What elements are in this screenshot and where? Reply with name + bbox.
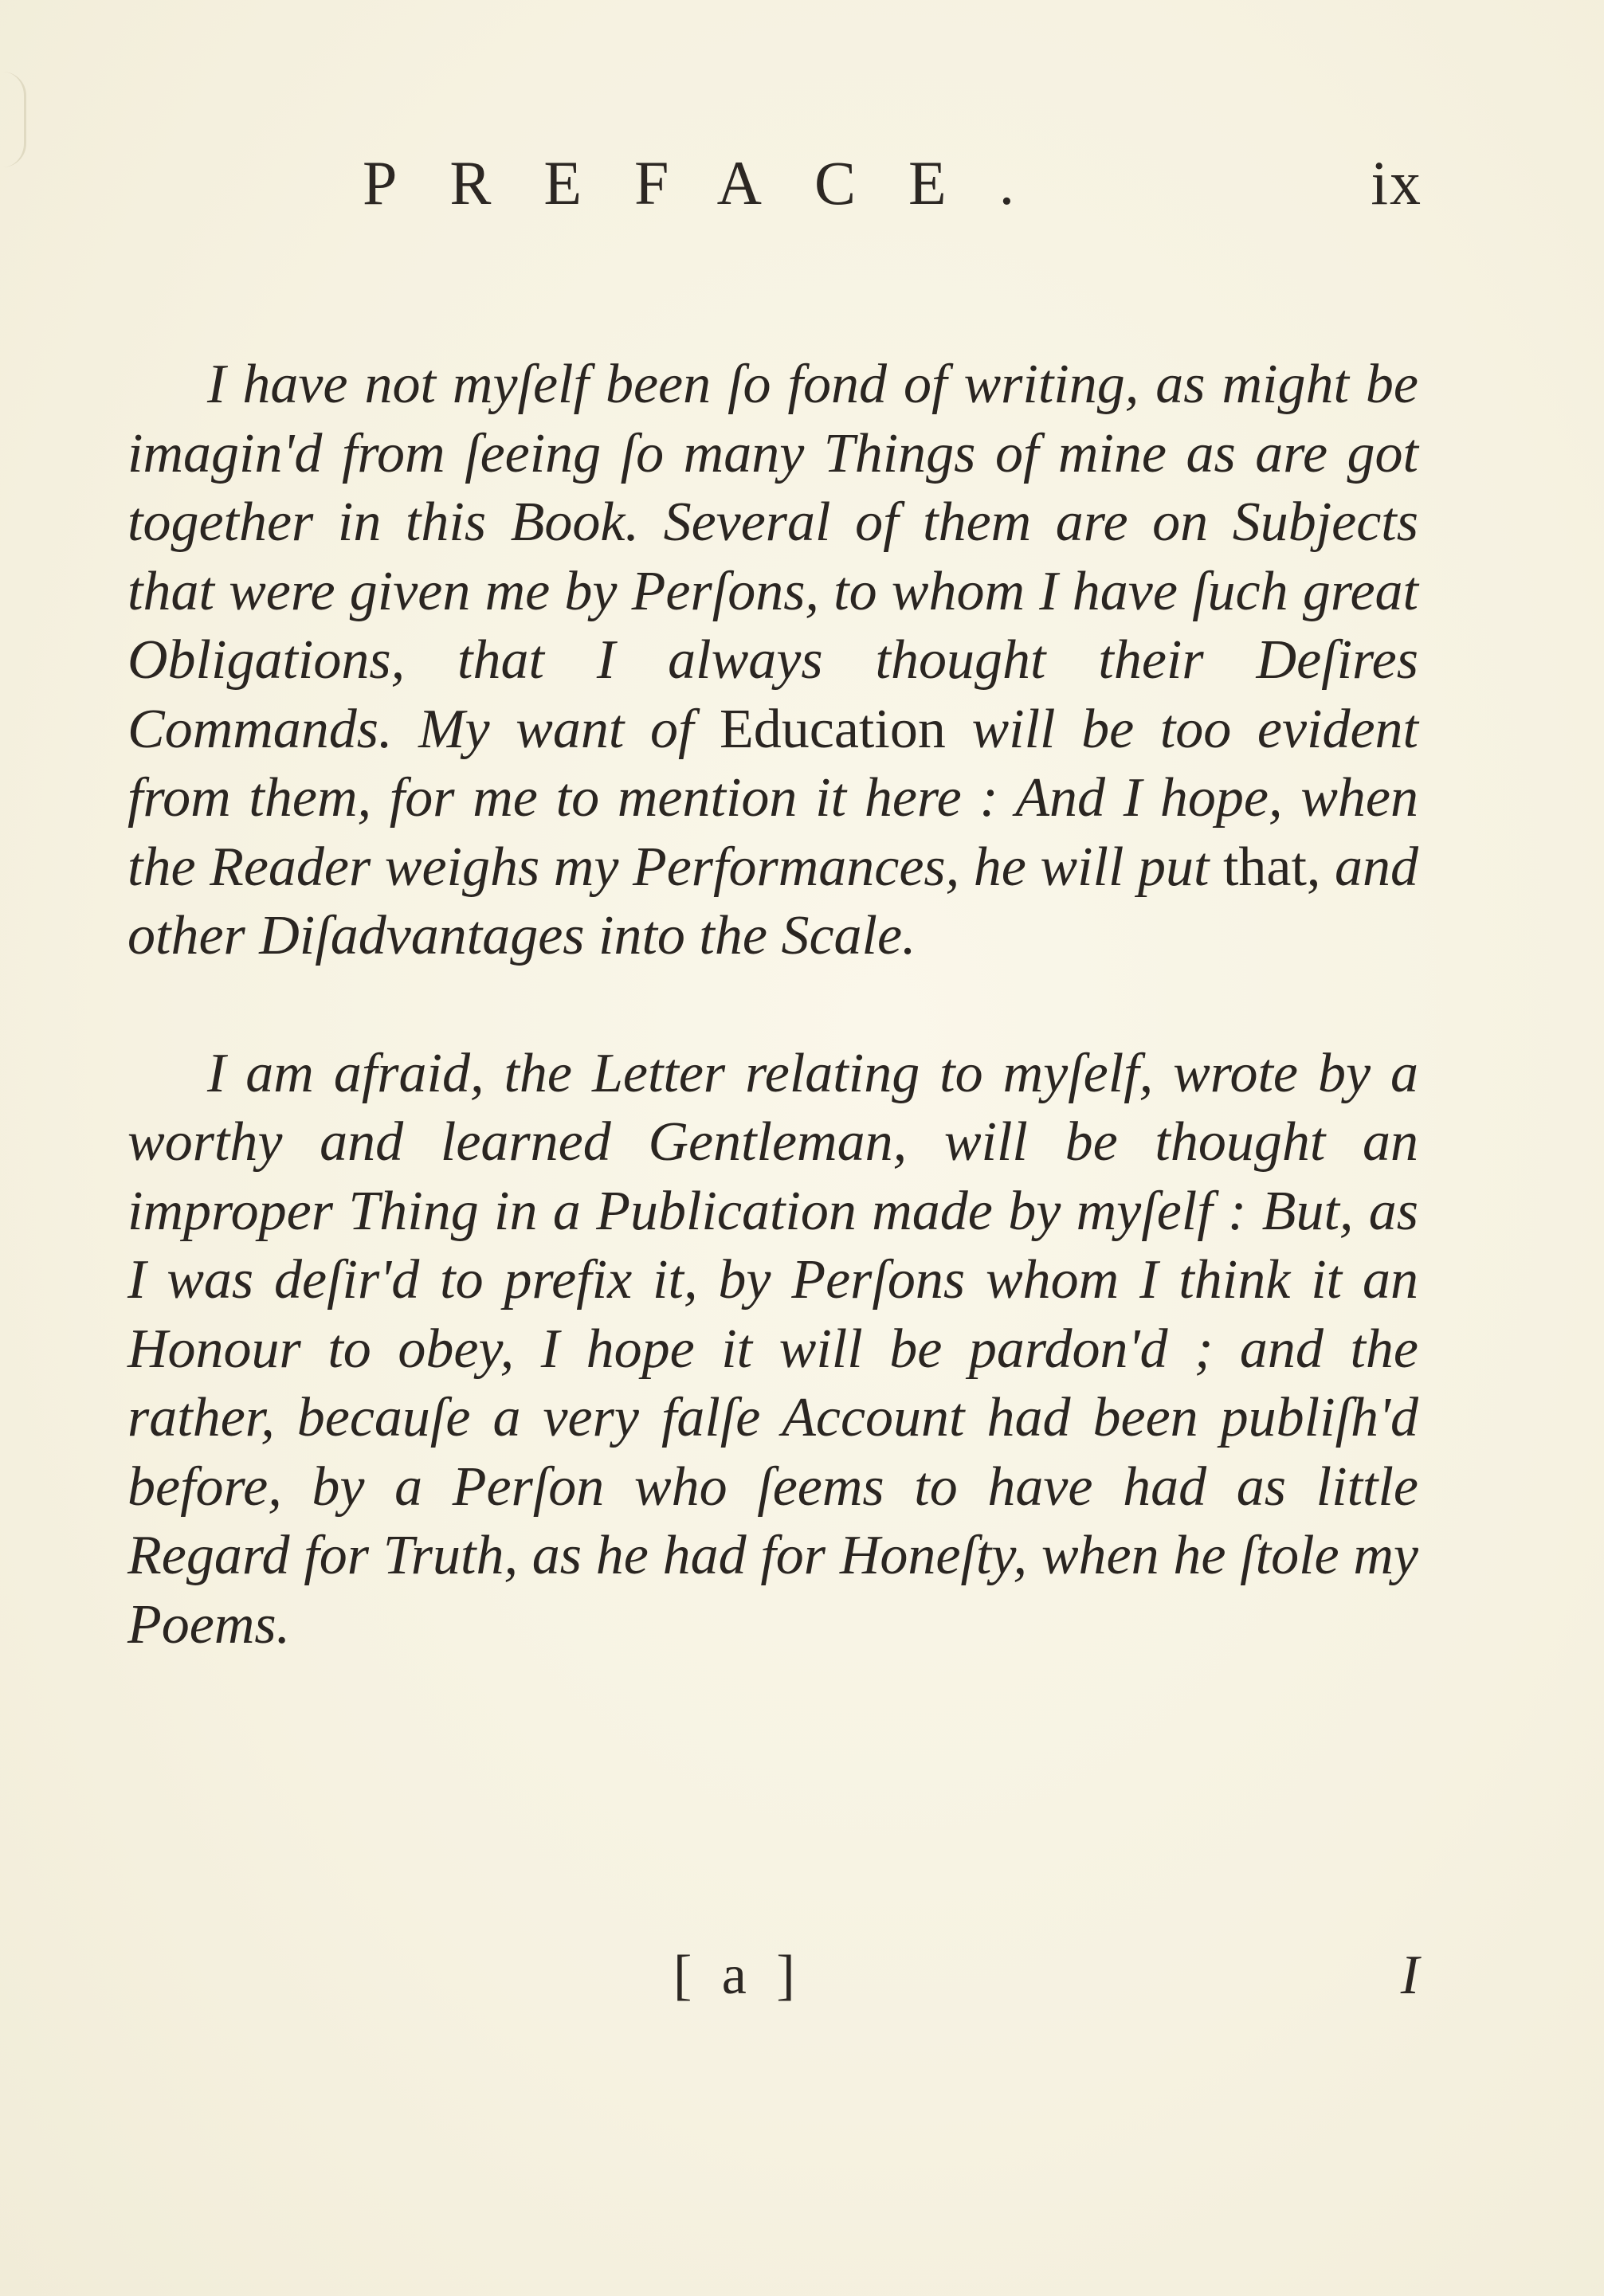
paragraph-1 — [127, 351, 1418, 971]
page-edge-mark — [0, 72, 26, 167]
paragraph-2 — [127, 1040, 1418, 1660]
text-segment: I am afraid, the Letter relating to myſelf, wrote by a worthy and learned Gentleman, will be thought an improper Thing in a Publication made by myſelf : But, as I was deſir'd to prefix it, by Perſons whom I think it an Honour to obey, I hope it will be pardon'd ; and the rather, becauſe a very falſe Account had been publiſh'd before, by a Perſon who ſeems to have had as little Regard for Truth, as he had for Honeſty, when he ſtole my Poems. — [127, 1042, 1418, 1655]
body-text — [127, 351, 1418, 1659]
signature-mark: [ a ] — [673, 1945, 803, 2006]
running-head — [363, 147, 1422, 219]
page-number: ix — [1371, 148, 1422, 217]
text-segment: I have not myſelf been ſo fond of writing, as might be imagin'd from ſeeing ſo many Things of mine as are got together in this Book. Several of them are on Subjects that were given me by Perſons, to whom I have ſuch great Obligations, that I always thought their Deſires Commands. My want of — [127, 354, 1418, 760]
roman-word: Education — [720, 698, 946, 760]
text-segment: will be too evident from them, for me to mention it here : And I hope, when the Reader weighs my Performances, he will put — [127, 698, 1419, 898]
roman-word: that, — [1222, 836, 1321, 898]
running-head-title: PREFACE. — [363, 148, 1068, 217]
text-segment: and other Diſadvantages into the Scale. — [127, 836, 1418, 966]
catchword: I — [1400, 1945, 1419, 2006]
